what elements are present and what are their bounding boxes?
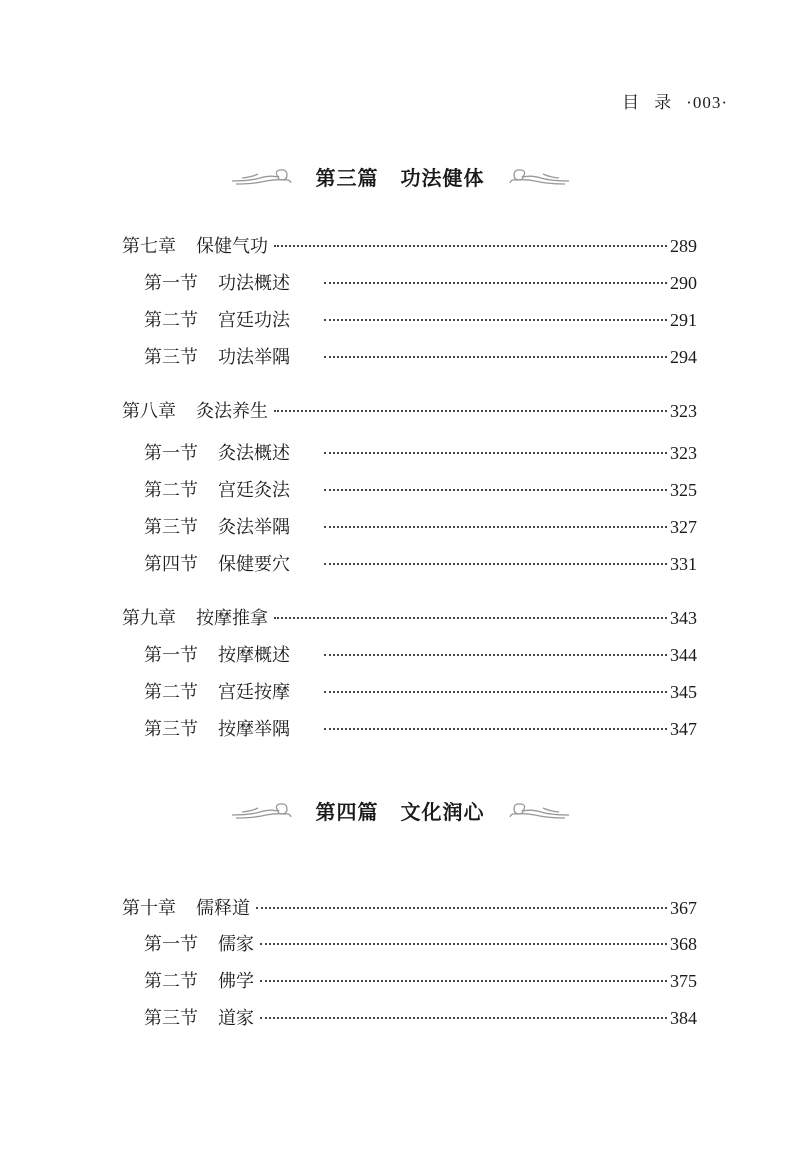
section-name: 宫廷灸法 [218,480,290,501]
chapter-number: 第八章 [122,401,176,422]
toc-section[interactable] [144,308,697,333]
section-name: 灸法举隅 [218,517,290,538]
dot-leader [260,1017,667,1019]
section-name: 儒家 [218,934,254,955]
dot-leader [324,563,667,565]
section-name: 宫廷按摩 [218,682,290,703]
section-number: 第三节 [144,1008,198,1029]
dot-leader [324,282,667,284]
chapter-name: 保健气功 [196,236,268,257]
section-page: 290 [670,273,697,293]
header-label-lu: 录 [654,93,673,113]
part-name: 功法健体 [400,166,485,190]
section-number: 第一节 [144,273,198,294]
section-name: 按摩概述 [218,645,290,666]
toc-section[interactable] [144,643,697,668]
part-title [316,162,485,191]
section-name: 功法举隅 [218,347,290,368]
chapter-name: 灸法养生 [196,401,268,422]
toc-chapter-9[interactable] [122,606,697,631]
part-number: 第三篇 [315,166,379,190]
dot-leader [260,943,667,945]
toc-section[interactable] [144,717,697,742]
section-name: 功法概述 [218,273,290,294]
chapter-page: 289 [670,236,697,256]
section-number: 第一节 [144,645,198,666]
dot-leader [324,489,667,491]
toc-chapter-8[interactable] [122,399,697,424]
part-heading-4 [0,796,800,825]
section-number: 第三节 [144,517,198,538]
toc-chapter-7[interactable] [122,234,697,259]
dot-leader [324,356,667,358]
section-page: 325 [670,480,697,500]
section-number: 第三节 [144,719,198,740]
dot-leader [274,410,667,412]
dot-leader [324,452,667,454]
section-page: 375 [670,971,697,991]
part-name: 文化润心 [400,800,485,824]
toc-section[interactable] [144,271,697,296]
section-page: 345 [670,682,697,702]
section-page: 384 [670,1008,697,1028]
toc-section[interactable] [144,552,697,577]
cloud-ornament-left-icon [230,165,294,189]
cloud-ornament-right-icon [507,165,571,189]
section-number: 第一节 [144,443,198,464]
dot-leader [260,980,667,982]
section-number: 第二节 [144,971,198,992]
section-page: 331 [670,554,697,574]
section-page: 347 [670,719,697,739]
toc-section[interactable] [144,969,697,994]
chapter-page: 367 [670,898,697,918]
dot-leader [324,728,667,730]
section-name: 道家 [218,1008,254,1029]
section-name: 灸法概述 [218,443,290,464]
section-page: 323 [670,443,697,463]
section-number: 第一节 [144,934,198,955]
section-name: 按摩举隅 [218,719,290,740]
section-number: 第二节 [144,310,198,331]
section-number: 第二节 [144,480,198,501]
cloud-ornament-right-icon [507,799,571,823]
dot-leader [324,654,667,656]
toc-section[interactable] [144,441,697,466]
toc-section[interactable] [144,515,697,540]
section-name: 宫廷功法 [218,310,290,331]
chapter-page: 343 [670,608,697,628]
toc-section[interactable] [144,478,697,503]
running-head [622,88,728,113]
part-title [316,796,485,825]
toc-section[interactable] [144,680,697,705]
dot-leader [324,691,667,693]
chapter-number: 第七章 [122,236,176,257]
header-label-mu: 目 [622,93,641,113]
section-page: 291 [670,310,697,330]
chapter-name: 按摩推拿 [196,608,268,629]
section-page: 344 [670,645,697,665]
dot-leader [274,245,667,247]
chapter-number: 第九章 [122,608,176,629]
section-number: 第二节 [144,682,198,703]
toc-section[interactable] [144,345,697,370]
chapter-number: 第十章 [122,898,176,919]
dot-leader [324,526,667,528]
part-heading-3 [0,162,800,191]
toc-section[interactable] [144,1006,697,1031]
cloud-ornament-left-icon [230,799,294,823]
toc-chapter-10[interactable] [122,896,697,921]
section-number: 第四节 [144,554,198,575]
dot-leader [324,319,667,321]
section-name: 保健要穴 [218,554,290,575]
dot-leader [274,617,667,619]
toc-section[interactable] [144,932,697,957]
dot-leader [256,907,667,909]
part-number: 第四篇 [315,800,379,824]
chapter-name: 儒释道 [196,898,250,919]
section-page: 327 [670,517,697,537]
section-page: 294 [670,347,697,367]
chapter-page: 323 [670,401,697,421]
page-number: ·003· [686,93,728,112]
section-number: 第三节 [144,347,198,368]
section-page: 368 [670,934,697,954]
section-name: 佛学 [218,971,254,992]
